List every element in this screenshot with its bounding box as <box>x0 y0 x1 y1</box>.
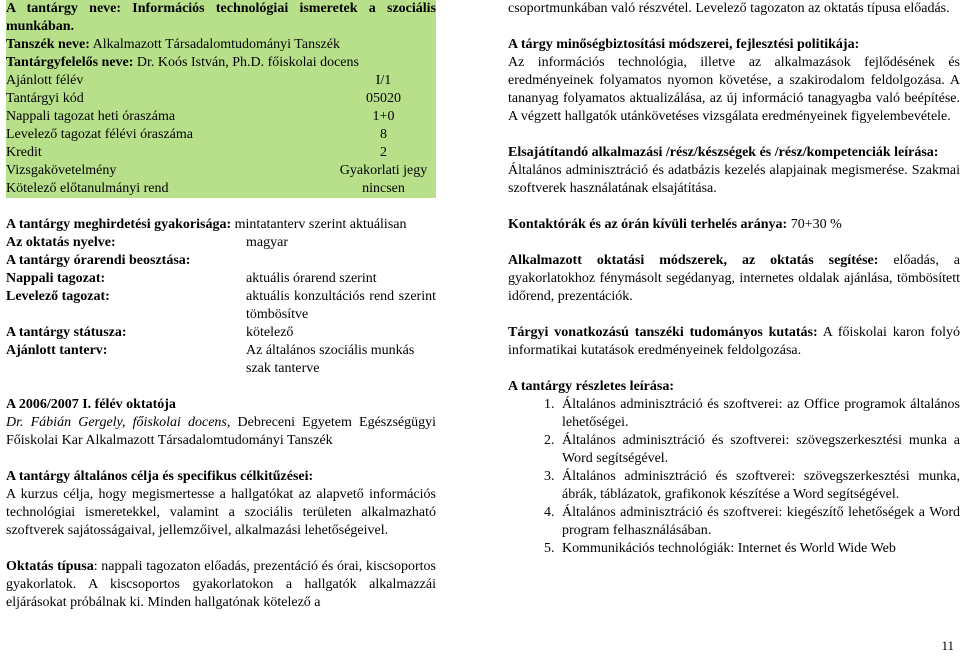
department-value: Alkalmazott Társadalomtudományi Tanszék <box>92 37 340 52</box>
language-value: magyar <box>246 235 288 250</box>
goals-text: A kurzus célja, hogy megismertesse a hallgatókat az alapvető információs technológiai ismeretekkel, valamint a szociális területen alkalmazható szoftverek sajátosságaival, jellemzőivel, alkalmazási lehetőségeivel. <box>6 487 436 538</box>
detail-list-item: 2. Általános adminisztráció és szoftverei: szövegszerkesztési munka a Word segítségével. <box>558 432 960 468</box>
responsible-name: Dr. Koós István, Ph.D. <box>136 55 265 70</box>
info-row-value: I/1 <box>375 73 392 88</box>
info-row <box>6 162 436 180</box>
course-name-value: Információs technológiai ismeretek a szociális munkában. <box>6 1 436 34</box>
research-label: Tárgyi vonatkozású tanszéki tudományos kutatás: <box>508 325 818 340</box>
curriculum-label: Ajánlott tanterv: <box>6 343 108 358</box>
info-row-value: 1+0 <box>372 109 395 124</box>
info-row-value: 2 <box>380 145 387 160</box>
info-row <box>6 90 436 108</box>
info-row-label: Tantárgyi kód <box>6 91 84 106</box>
teaching-type-text: : nappali tagozaton előadás, prezentáció és órai, kiscsoportos gyakorlatok. A kiscsoportos gyakorlatokon a hallgatók alkalmazzái eljárásokat próbálnak ki. Minden hallgatónak kötelező a <box>6 559 436 610</box>
lecturer-heading: A 2006/2007 I. félév oktatója <box>6 397 176 412</box>
status-value: kötelező <box>246 325 294 340</box>
info-row-label: Kötelező előtanulmányi rend <box>6 181 169 196</box>
info-row-value: 8 <box>380 127 387 142</box>
methods-text: előadás, a gyakorlatokhoz fénymásolt segédanyag, internetes oldalak ajánlása, tömbösített időrend, prezentációk. <box>508 253 960 304</box>
correspondence-value: aktuális konzultációs rend szerint tömbösítve <box>246 289 436 322</box>
detail-heading: A tantárgy részletes leírása: <box>508 379 674 394</box>
quality-text: Az információs technológia, illetve az alkalmazások fejlődésének és eredményeinek folyamatos nyomon követése, a szakirodalom feldolgozása. A tananyag folyamatos aktualizálása, az új információ tanagyagba való beépítése. A végzett hallgatók utánkövetéses vizsgálata eredményeinek figyelembevétele. <box>508 55 960 124</box>
info-row <box>6 180 436 198</box>
info-row-value: Gyakorlati jegy <box>339 163 428 178</box>
language-label: Az oktatás nyelve: <box>6 235 116 250</box>
right-column <box>508 0 960 558</box>
contact-label: Kontaktórák és az órán kívüli terhelés aránya: <box>508 217 788 232</box>
teaching-type-label: Oktatás típusa <box>6 559 94 574</box>
course-name-label: A tantárgy neve: <box>6 1 122 16</box>
detail-list-item: 3. Általános adminisztráció és szoftverei: szövegszerkesztési munka, ábrák, táblázatok, grafikonok készítése a Word segítségével. <box>558 468 960 504</box>
info-row-label: Kredit <box>6 145 42 160</box>
info-row-label: Vizsgakövetelmény <box>6 163 117 178</box>
contact-value: 70+30 % <box>790 217 842 232</box>
course-info-table <box>6 72 436 198</box>
daytime-label: Nappali tagozat: <box>6 271 106 286</box>
methods-label: Alkalmazott oktatási módszerek, az oktatás segítése: <box>508 253 879 268</box>
goals-heading: A tantárgy általános célja és specifikus célkitűzései: <box>6 469 314 484</box>
info-row-label: Ajánlott félév <box>6 73 84 88</box>
lecturer-name: Dr. Fábián Gergely, főiskolai docens, <box>6 415 231 430</box>
department-label: Tanszék neve: <box>6 37 90 52</box>
skills-text: Általános adminisztráció és adatbázis kezelés alapjainak megismerése. Szakmai szoftverek használatának elsajátítása. <box>508 163 960 196</box>
detail-list-item: 1. Általános adminisztráció és szoftverei: az Office programok általános lehetőségei. <box>558 396 960 432</box>
curriculum-value: Az általános szociális munkás szak tanterve <box>246 343 415 376</box>
frequency-label: A tantárgy meghirdetési gyakorisága: <box>6 217 232 232</box>
daytime-value: aktuális órarend szerint <box>246 271 377 286</box>
info-row-value: 05020 <box>366 91 401 106</box>
info-row <box>6 144 436 162</box>
skills-heading: Elsajátítandó alkalmazási /rész/készségek és /rész/kompetenciák leírása: <box>508 145 939 160</box>
course-header <box>6 0 436 72</box>
detail-list <box>508 396 960 558</box>
continuation-text: csoportmunkában való részvétel. Levelező tagozaton az oktatás típusa előadás. <box>508 1 950 16</box>
info-row-label: Levelező tagozat félévi óraszáma <box>6 127 193 142</box>
responsible-title: főiskolai docens <box>267 55 359 70</box>
info-row-value: nincsen <box>362 181 405 196</box>
correspondence-label: Levelező tagozat: <box>6 289 110 304</box>
info-row-label: Nappali tagozat heti óraszáma <box>6 109 176 124</box>
left-column <box>6 0 436 612</box>
info-row <box>6 72 436 90</box>
frequency-value: mintatanterv szerint aktuálisan <box>234 217 407 232</box>
info-row <box>6 126 436 144</box>
schedule-heading: A tantárgy órarendi beosztása: <box>6 253 191 268</box>
detail-list-item: 4. Általános adminisztráció és szoftverei: kiegészítő lehetőségek a Word program felhasználásában. <box>558 504 960 540</box>
info-row <box>6 108 436 126</box>
detail-list-item: 5. Kommunikációs technológiák: Internet és World Wide Web <box>558 540 960 558</box>
quality-heading: A tárgy minőségbiztosítási módszerei, fejlesztési politikája: <box>508 37 860 52</box>
status-label: A tantárgy státusza: <box>6 325 127 340</box>
page-number: 11 <box>941 638 954 653</box>
lecturer-affiliation: Debreceni Egyetem Egészségügyi Főiskolai Kar Alkalmazott Társadalomtudományi Tanszék <box>6 415 437 448</box>
responsible-label: Tantárgyfelelős neve: <box>6 55 134 70</box>
research-text: A főiskolai karon folyó informatikai kutatások eredményeinek feldolgozása. <box>508 325 960 358</box>
